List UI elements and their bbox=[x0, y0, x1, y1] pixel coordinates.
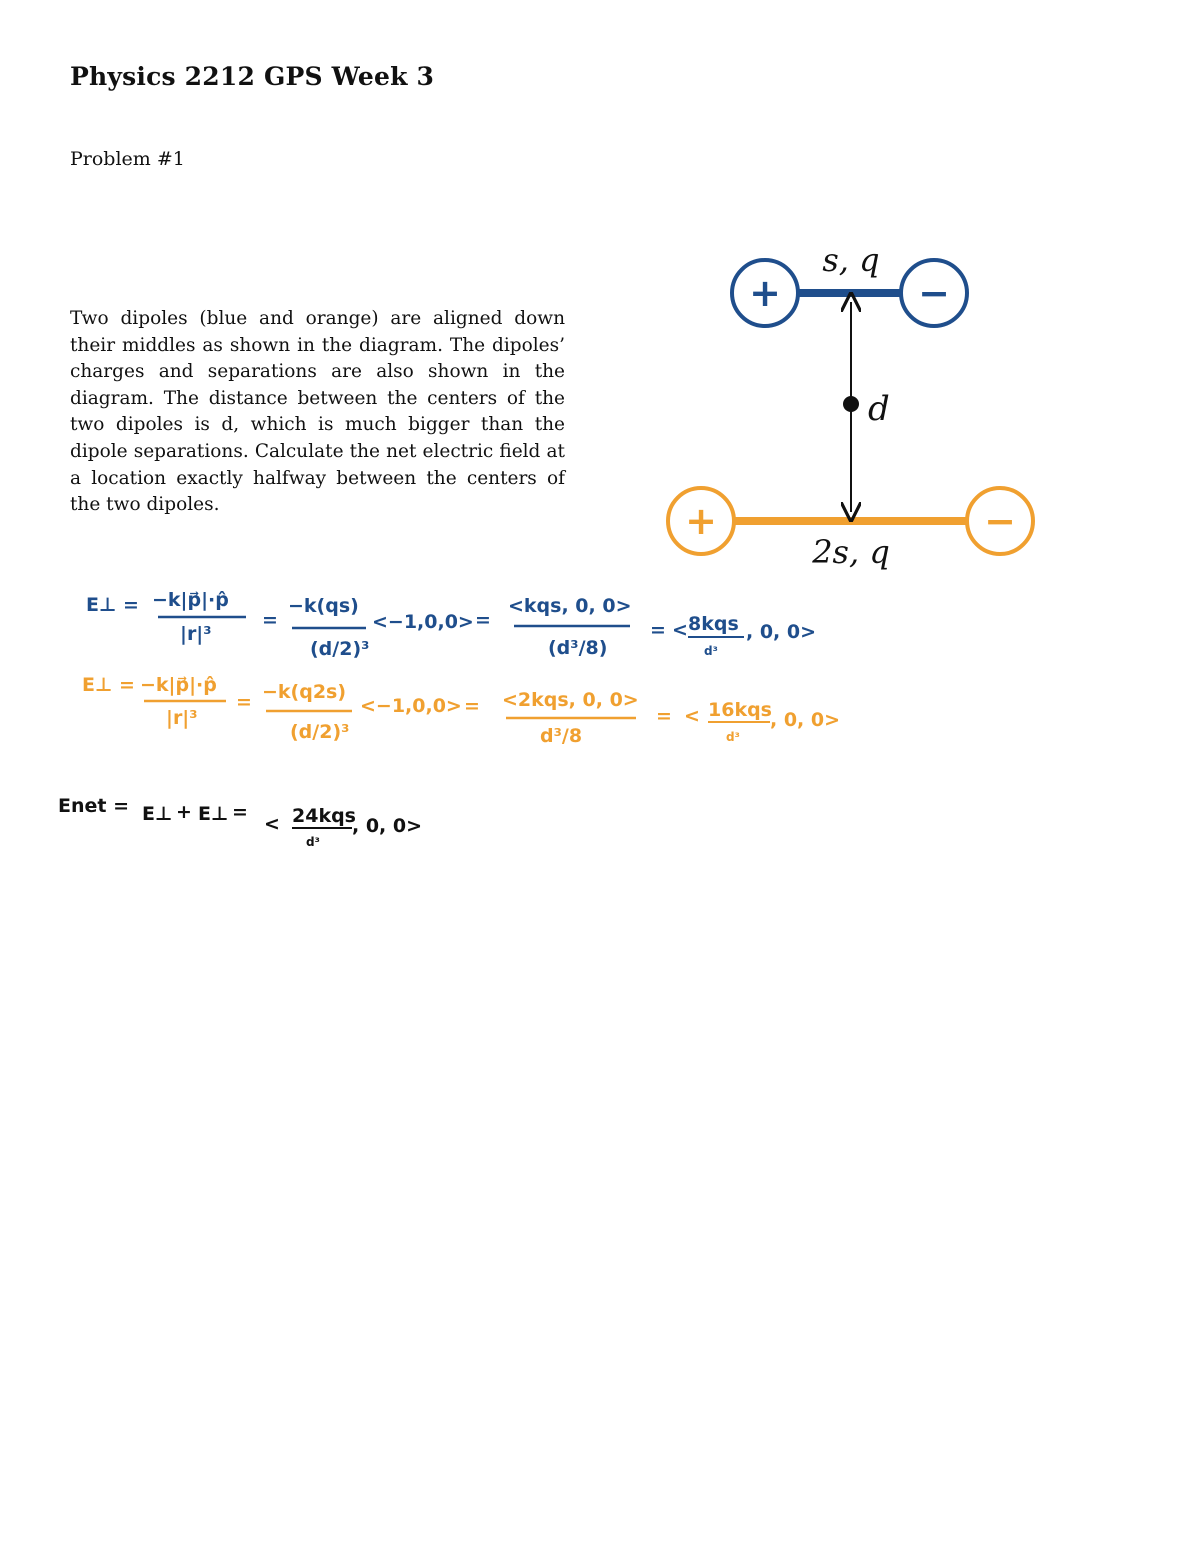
svg-text:(d/2)³: (d/2)³ bbox=[310, 638, 370, 660]
svg-text:=: = bbox=[464, 695, 480, 717]
svg-text:<: < bbox=[264, 813, 280, 835]
svg-text:|r|³: |r|³ bbox=[180, 623, 212, 645]
svg-text:<: < bbox=[672, 619, 688, 641]
svg-text:=: = bbox=[232, 801, 248, 823]
svg-text:−: − bbox=[984, 499, 1016, 543]
svg-text:+: + bbox=[685, 499, 717, 543]
svg-text:, 0, 0>: , 0, 0> bbox=[352, 815, 423, 837]
svg-text:−k(qs): −k(qs) bbox=[288, 595, 359, 617]
svg-text:, 0, 0>: , 0, 0> bbox=[770, 709, 841, 731]
svg-text:<2kqs, 0, 0>: <2kqs, 0, 0> bbox=[502, 689, 639, 711]
svg-text:−k(q2s): −k(q2s) bbox=[262, 681, 347, 703]
svg-text:=: = bbox=[262, 609, 278, 631]
problem-statement: Two dipoles (blue and orange) are aligned down their middles as shown in the diagram. The dipoles’ charges and separations are also shown in the diagram. The distance between the centers of the two dipoles is d, which is much bigger than the dipole separations. Calculate the net electric field at a location exactly halfway between the centers of the two dipoles. bbox=[70, 308, 565, 516]
svg-text:−k|p⃗|·p̂: −k|p⃗|·p̂ bbox=[140, 674, 217, 696]
svg-text:, 0, 0>: , 0, 0> bbox=[746, 621, 817, 643]
svg-text:<−1,0,0>: <−1,0,0> bbox=[372, 611, 474, 633]
orange-dipole-label: 2s, q bbox=[812, 533, 890, 571]
page-title: Physics 2212 GPS Week 3 bbox=[70, 62, 435, 91]
distance-label: d bbox=[868, 389, 890, 429]
svg-text:+: + bbox=[176, 801, 192, 823]
svg-text:E⊥ =: E⊥ = bbox=[82, 674, 135, 696]
svg-text:E⊥ =: E⊥ = bbox=[86, 594, 139, 616]
svg-text:E⊥: E⊥ bbox=[198, 803, 229, 825]
problem-heading: Problem #1 bbox=[70, 148, 185, 170]
svg-text:d³: d³ bbox=[704, 644, 718, 658]
blue-dipole-label: s, q bbox=[822, 241, 880, 279]
svg-text:=: = bbox=[650, 619, 666, 641]
svg-text:16kqs: 16kqs bbox=[708, 699, 772, 721]
svg-text:E⊥: E⊥ bbox=[142, 803, 173, 825]
svg-text:<kqs, 0, 0>: <kqs, 0, 0> bbox=[508, 595, 632, 617]
svg-text:8kqs: 8kqs bbox=[688, 613, 739, 635]
svg-text:Enet =: Enet = bbox=[58, 795, 130, 817]
svg-text:24kqs: 24kqs bbox=[292, 805, 356, 827]
orange-field-equation bbox=[82, 674, 840, 747]
svg-text:+: + bbox=[749, 271, 781, 315]
svg-text:−k|p⃗|·p̂: −k|p⃗|·p̂ bbox=[152, 589, 229, 611]
blue-field-equation bbox=[86, 589, 816, 660]
svg-text:<−1,0,0>: <−1,0,0> bbox=[360, 695, 462, 717]
svg-text:−: − bbox=[918, 271, 950, 315]
svg-text:d³/8: d³/8 bbox=[540, 725, 583, 747]
svg-text:=: = bbox=[236, 691, 252, 713]
svg-text:d³: d³ bbox=[306, 835, 320, 849]
svg-text:(d³/8): (d³/8) bbox=[548, 637, 608, 659]
svg-text:=: = bbox=[656, 705, 672, 727]
svg-text:(d/2)³: (d/2)³ bbox=[290, 721, 350, 743]
net-field-equation bbox=[58, 795, 422, 849]
svg-text:<: < bbox=[684, 705, 700, 727]
svg-text:|r|³: |r|³ bbox=[166, 707, 198, 729]
svg-text:=: = bbox=[475, 609, 491, 631]
svg-text:d³: d³ bbox=[726, 730, 740, 744]
